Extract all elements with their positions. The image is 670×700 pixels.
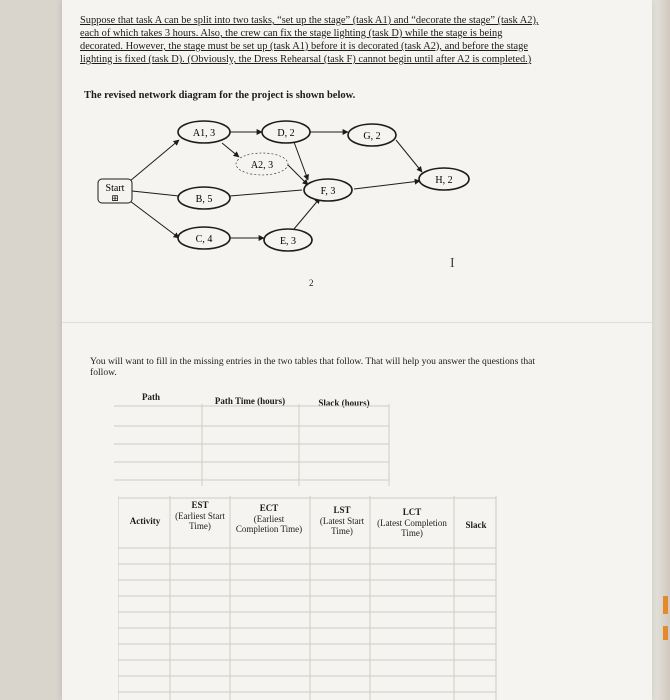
network-diagram xyxy=(62,105,652,320)
activity-col-header: Activity xyxy=(129,516,161,526)
node-b-label: B, 5 xyxy=(195,194,213,205)
ect-col-subheader: (Earliest Completion Time) xyxy=(235,514,303,534)
node-f-label: F, 3 xyxy=(320,186,336,197)
intro-line-4: lighting is fixed (task D). (Obviously, the Dress Rehearsal (task F) cannot begin until after A2 is completed.) xyxy=(80,54,532,65)
est-col-subheader: (Earliest Start Time) xyxy=(175,511,225,531)
edge-f-h xyxy=(354,181,420,189)
path-col-header: Path xyxy=(142,392,160,402)
intro-line-2: each of which takes 3 hours. Also, the crew can fix the stage lighting (task D) while the stage is being xyxy=(80,28,503,39)
node-g-label: G, 2 xyxy=(363,131,381,142)
edge-start-b xyxy=(132,191,179,196)
node-h-label: H, 2 xyxy=(435,175,453,186)
worksheet-page xyxy=(62,0,652,700)
node-a2-label: A2, 3 xyxy=(250,160,274,171)
node-d-label: D, 2 xyxy=(277,128,295,139)
edge-start-a1 xyxy=(130,140,179,181)
slack-col-header: Slack (hours) xyxy=(318,398,370,408)
node-a1-label: A1, 3 xyxy=(192,128,216,139)
edge-a2-f xyxy=(288,165,308,185)
stray-number: 2 xyxy=(309,278,314,288)
intro-line-1: Suppose that task A can be split into two tasks, “set up the stage” (task A1) and “decorate the stage” (task A2), xyxy=(80,15,539,26)
start-plus-icon: ⊞ xyxy=(111,193,119,203)
lct-col-subheader: (Latest Completion Time) xyxy=(377,518,447,538)
lst-col-header: LST xyxy=(333,505,351,515)
lct-col-header: LCT xyxy=(402,507,422,517)
table-instructions: You will want to fill in the missing entries in the two tables that follow. That will help you answer the questions that follow. xyxy=(90,356,536,378)
est-col-header: EST xyxy=(191,500,209,510)
edge-a1-a2 xyxy=(222,143,239,157)
problem-statement xyxy=(80,14,640,66)
path-time-col-header: Path Time (hours) xyxy=(214,396,286,406)
path-table-grid xyxy=(114,404,394,488)
page-edge xyxy=(652,0,670,700)
ect-col-header: ECT xyxy=(259,503,279,513)
edge-g-h xyxy=(396,140,422,172)
orange-tab-marker xyxy=(663,626,668,640)
orange-tab-marker xyxy=(663,596,668,614)
node-e-label: E, 3 xyxy=(279,236,297,247)
text-cursor-icon: I xyxy=(450,256,455,271)
node-c-label: C, 4 xyxy=(195,234,213,245)
edge-b-f xyxy=(230,190,302,196)
diagram-heading: The revised network diagram for the project is shown below. xyxy=(84,90,356,101)
intro-line-3: decorated. However, the stage must be set up (task A1) before it is decorated (task A2), and before the stage xyxy=(80,41,528,52)
edge-e-f xyxy=(294,198,320,229)
start-label: Start xyxy=(105,183,125,194)
edge-d-f xyxy=(294,142,308,180)
activity-table-grid xyxy=(118,496,500,700)
slack-act-col-header: Slack xyxy=(465,520,487,530)
lst-col-subheader: (Latest Start Time) xyxy=(319,516,365,536)
section-divider xyxy=(62,322,652,323)
edge-start-c xyxy=(130,201,179,238)
